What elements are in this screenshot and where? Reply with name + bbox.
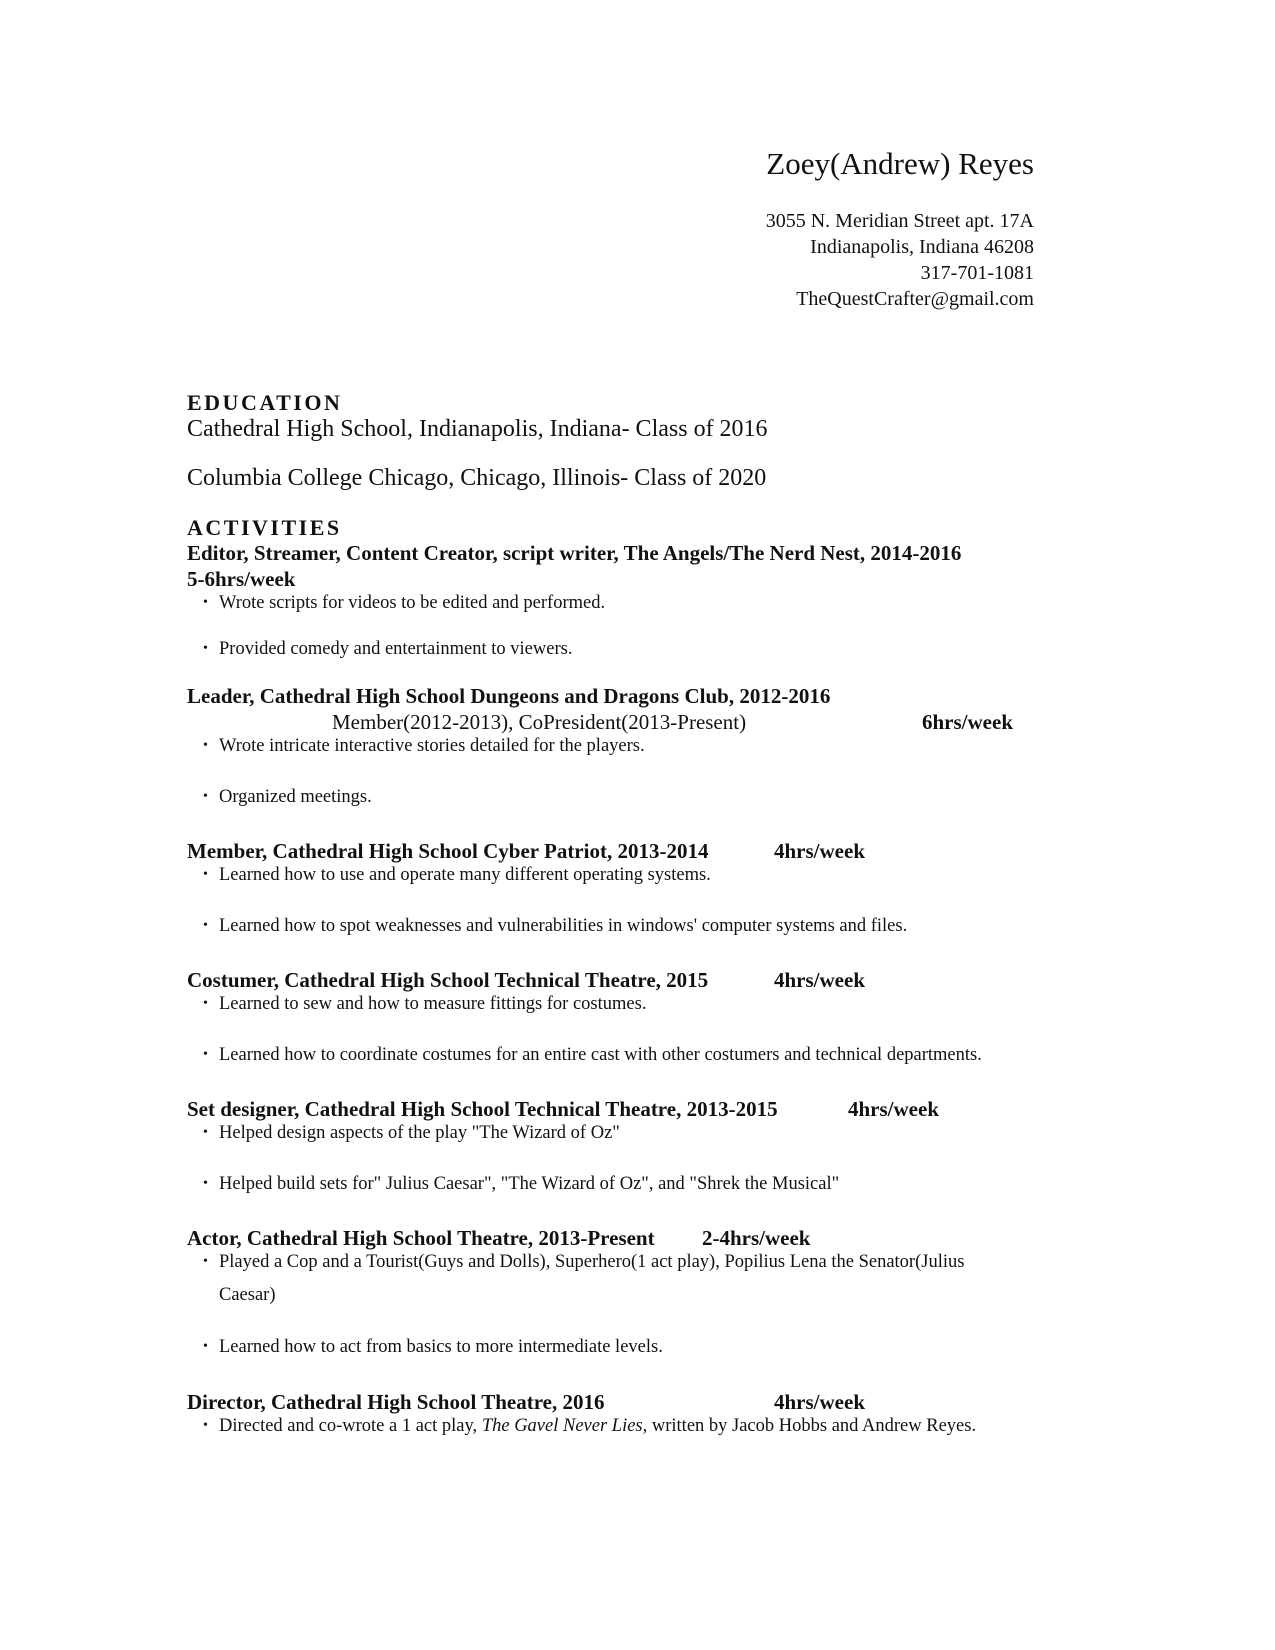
activity-bullet: • Helped build sets for" Julius Caesar", "The Wizard of Oz", and "Shrek the Musical" [203,1174,840,1194]
activity-bullet: • Directed and co-wrote a 1 act play, The Gavel Never Lies, written by Jacob Hobbs and Andrew Reyes. [203,1416,977,1436]
education-item: Cathedral High School, Indianapolis, Indiana- Class of 2016 [187,416,768,442]
activity-subline: Member(2012-2013), CoPresident(2013-Present) [332,710,747,734]
play-title: The Gavel Never Lies [481,1416,643,1436]
activity-bullet: • Learned how to coordinate costumes for an entire cast with other costumers and technical departments. [203,1045,982,1065]
activity-bullet: • Organized meetings. [203,787,372,807]
bullet-icon: • [203,1125,208,1140]
activity-bullet: • Played a Cop and a Tourist(Guys and Dolls), Superhero(1 act play), Popilius Lena the Senator(Julius [203,1252,965,1272]
activity-hours: 2-4hrs/week [702,1226,811,1250]
bullet-icon: • [203,1254,208,1269]
phone-number: 317-701-1081 [920,262,1034,284]
activity-bullet: • Wrote intricate interactive stories detailed for the players. [203,736,645,756]
activity-bullet: • Provided comedy and entertainment to viewers. [203,639,573,659]
bullet-icon: • [203,641,208,656]
activity-bullet: • Learned how to spot weaknesses and vulnerabilities in windows' computer systems and files. [203,916,908,936]
activity-hours: 5-6hrs/week [187,567,296,591]
education-item: Columbia College Chicago, Chicago, Illinois- Class of 2020 [187,465,767,491]
address-line-2: Indianapolis, Indiana 46208 [810,236,1034,258]
bullet-icon: • [203,867,208,882]
activity-bullet-continued: Caesar) [219,1285,276,1305]
bullet-icon: • [203,1339,208,1354]
email-address: TheQuestCrafter@gmail.com [796,288,1034,310]
activity-heading: Director, Cathedral High School Theatre, 2016 [187,1390,605,1414]
address-line-1: 3055 N. Meridian Street apt. 17A [765,210,1034,232]
activity-heading: Actor, Cathedral High School Theatre, 2013-Present [187,1226,655,1250]
bullet-icon: • [203,595,208,610]
bullet-icon: • [203,789,208,804]
bullet-icon: • [203,1047,208,1062]
activity-bullet: • Learned how to act from basics to more intermediate levels. [203,1337,663,1357]
activity-bullet: • Helped design aspects of the play "The Wizard of Oz" [203,1123,620,1143]
bullet-icon: • [203,1418,208,1433]
activity-heading: Leader, Cathedral High School Dungeons and Dragons Club, 2012-2016 [187,684,831,708]
activity-hours: 4hrs/week [774,968,865,992]
activity-hours: 4hrs/week [848,1097,939,1121]
education-heading: EDUCATION [187,390,343,415]
activity-hours: 4hrs/week [774,839,865,863]
bullet-icon: • [203,918,208,933]
activity-heading: Member, Cathedral High School Cyber Patriot, 2013-2014 [187,839,709,863]
activity-hours: 6hrs/week [922,710,1013,734]
bullet-icon: • [203,738,208,753]
activity-heading: Costumer, Cathedral High School Technical Theatre, 2015 [187,968,709,992]
activity-bullet: • Wrote scripts for videos to be edited and performed. [203,593,606,613]
activity-bullet: • Learned to sew and how to measure fittings for costumes. [203,994,647,1014]
bullet-icon: • [203,996,208,1011]
activity-heading: Set designer, Cathedral High School Technical Theatre, 2013-2015 [187,1097,778,1121]
bullet-icon: • [203,1176,208,1191]
activity-heading: Editor, Streamer, Content Creator, script writer, The Angels/The Nerd Nest, 2014-2016 [187,541,962,565]
activity-bullet: • Learned how to use and operate many different operating systems. [203,865,711,885]
activities-heading: ACTIVITIES [187,515,342,540]
activity-hours: 4hrs/week [774,1390,865,1414]
resume-name: Zoey(Andrew) Reyes [766,146,1034,181]
